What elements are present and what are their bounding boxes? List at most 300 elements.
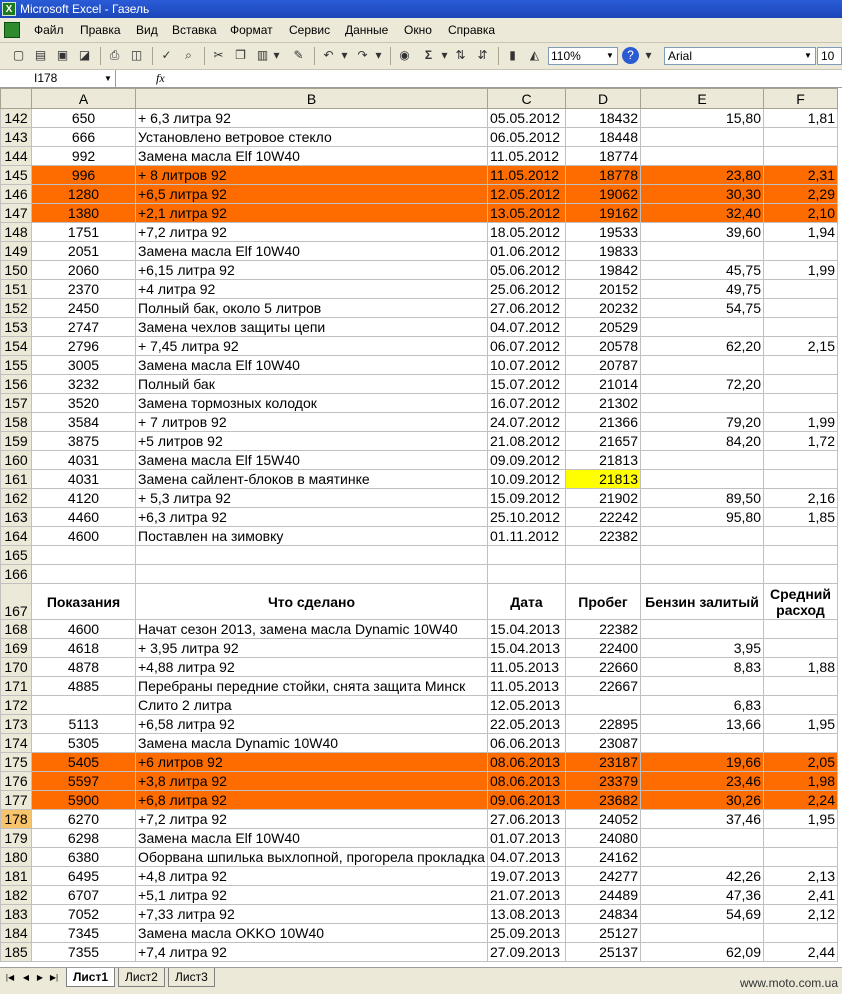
cell-e[interactable]: 49,75 — [641, 280, 764, 299]
row-header[interactable]: 146 — [1, 185, 32, 204]
cell-c[interactable]: 09.06.2013 — [488, 791, 566, 810]
row-header[interactable]: 145 — [1, 166, 32, 185]
cell-e[interactable] — [641, 147, 764, 166]
cell-c[interactable] — [488, 565, 566, 584]
cell-f[interactable] — [764, 546, 838, 565]
paste-icon[interactable]: ▥ — [256, 48, 269, 62]
cell-c[interactable]: 06.07.2012 — [488, 337, 566, 356]
cell-a[interactable] — [32, 696, 136, 715]
cell-c[interactable]: 22.05.2013 — [488, 715, 566, 734]
row-header[interactable]: 154 — [1, 337, 32, 356]
cell-f[interactable]: 2,41 — [764, 886, 838, 905]
cell-e[interactable]: 30,26 — [641, 791, 764, 810]
sort-ascending-icon[interactable]: ⇅ — [455, 48, 466, 62]
cell-e[interactable]: 42,26 — [641, 867, 764, 886]
cell-c[interactable]: 27.06.2013 — [488, 810, 566, 829]
tab-sheet3[interactable]: Лист3 — [168, 968, 215, 987]
cell-b[interactable]: Замена чехлов защиты цепи — [136, 318, 488, 337]
row-header[interactable]: 153 — [1, 318, 32, 337]
cell-f[interactable] — [764, 147, 838, 166]
row-header[interactable]: 179 — [1, 829, 32, 848]
cell-f[interactable]: 1,95 — [764, 715, 838, 734]
font-size-dropdown[interactable] — [817, 47, 842, 65]
cell-a[interactable]: 7052 — [32, 905, 136, 924]
menu-file[interactable]: Файл — [34, 23, 64, 37]
cell-b[interactable]: +4,8 литра 92 — [136, 867, 488, 886]
cell-f[interactable] — [764, 356, 838, 375]
cell-a[interactable]: 4885 — [32, 677, 136, 696]
cell-a[interactable]: 3875 — [32, 432, 136, 451]
save-icon[interactable]: ▣ — [56, 48, 69, 62]
cell-c[interactable]: 04.07.2012 — [488, 318, 566, 337]
cell-f[interactable] — [764, 280, 838, 299]
cell-b[interactable]: +7,2 литра 92 — [136, 223, 488, 242]
cell-c[interactable]: 21.07.2013 — [488, 886, 566, 905]
row-header[interactable]: 167 — [1, 584, 32, 620]
cell-d[interactable]: 22242 — [566, 508, 641, 527]
cell-a[interactable]: 1280 — [32, 185, 136, 204]
cell-e[interactable]: 32,40 — [641, 204, 764, 223]
cell-d[interactable]: 23379 — [566, 772, 641, 791]
cell-d[interactable]: 20578 — [566, 337, 641, 356]
cell-a[interactable]: 3520 — [32, 394, 136, 413]
cell-b[interactable]: +6,15 литра 92 — [136, 261, 488, 280]
cell-d[interactable]: 19533 — [566, 223, 641, 242]
cell-a[interactable]: Показания — [32, 584, 136, 620]
row-header[interactable]: 148 — [1, 223, 32, 242]
cell-b[interactable]: +6,8 литра 92 — [136, 791, 488, 810]
cell-d[interactable]: 21302 — [566, 394, 641, 413]
cell-f[interactable]: 1,85 — [764, 508, 838, 527]
cell-b[interactable]: Замена масла Elf 10W40 — [136, 829, 488, 848]
chart-wizard-icon[interactable]: ▮ — [509, 48, 516, 62]
cell-d[interactable]: 21813 — [566, 451, 641, 470]
cell-c[interactable]: 11.05.2012 — [488, 147, 566, 166]
cell-e[interactable]: 45,75 — [641, 261, 764, 280]
select-all-corner[interactable] — [1, 89, 32, 109]
cell-d[interactable]: 21366 — [566, 413, 641, 432]
cell-f[interactable] — [764, 620, 838, 639]
cell-d[interactable]: 24052 — [566, 810, 641, 829]
font-name-dropdown[interactable] — [664, 47, 816, 65]
cell-b[interactable]: +2,1 литра 92 — [136, 204, 488, 223]
undo-icon[interactable]: ↶ — [323, 48, 334, 62]
cell-d[interactable]: 24162 — [566, 848, 641, 867]
cell-e[interactable]: 19,66 — [641, 753, 764, 772]
row-header[interactable]: 172 — [1, 696, 32, 715]
cell-c[interactable]: 27.06.2012 — [488, 299, 566, 318]
cell-f[interactable]: Средний расход — [764, 584, 838, 620]
cell-f[interactable]: 2,24 — [764, 791, 838, 810]
cell-c[interactable]: 19.07.2013 — [488, 867, 566, 886]
cell-a[interactable]: 3584 — [32, 413, 136, 432]
cell-a[interactable]: 3232 — [32, 375, 136, 394]
cell-e[interactable] — [641, 829, 764, 848]
cell-b[interactable] — [136, 565, 488, 584]
cell-b[interactable]: +4 литра 92 — [136, 280, 488, 299]
cell-f[interactable]: 1,72 — [764, 432, 838, 451]
tab-sheet1[interactable]: Лист1 — [66, 968, 115, 987]
row-header[interactable]: 175 — [1, 753, 32, 772]
cell-d[interactable]: 18448 — [566, 128, 641, 147]
cell-c[interactable]: 15.04.2013 — [488, 620, 566, 639]
cell-b[interactable]: +7,2 литра 92 — [136, 810, 488, 829]
row-header[interactable]: 181 — [1, 867, 32, 886]
cell-a[interactable]: 7345 — [32, 924, 136, 943]
sort-descending-icon[interactable]: ⇵ — [477, 48, 488, 62]
menu-tools[interactable]: Сервис — [289, 23, 331, 37]
cell-d[interactable]: 20787 — [566, 356, 641, 375]
cell-d[interactable] — [566, 546, 641, 565]
cell-b[interactable]: Замена масла Elf 10W40 — [136, 242, 488, 261]
cell-e[interactable]: 23,46 — [641, 772, 764, 791]
cell-e[interactable]: 47,36 — [641, 886, 764, 905]
cell-f[interactable]: 2,10 — [764, 204, 838, 223]
column-header-b[interactable]: B — [136, 89, 488, 109]
chevron-down-icon[interactable]: ▼ — [606, 51, 614, 60]
cell-f[interactable]: 2,44 — [764, 943, 838, 962]
cell-b[interactable]: Поставлен на зимовку — [136, 527, 488, 546]
cell-c[interactable]: 18.05.2012 — [488, 223, 566, 242]
cell-e[interactable] — [641, 356, 764, 375]
cell-d[interactable]: 22382 — [566, 620, 641, 639]
name-box[interactable] — [0, 70, 116, 87]
menu-format[interactable]: Формат — [230, 23, 273, 37]
cell-f[interactable] — [764, 451, 838, 470]
cell-f[interactable]: 2,12 — [764, 905, 838, 924]
cell-d[interactable]: 23682 — [566, 791, 641, 810]
cell-b[interactable]: Замена тормозных колодок — [136, 394, 488, 413]
cell-c[interactable]: 25.10.2012 — [488, 508, 566, 527]
cell-a[interactable]: 2060 — [32, 261, 136, 280]
redo-dropdown-icon[interactable]: ▾ — [375, 48, 382, 62]
cell-d[interactable]: 21657 — [566, 432, 641, 451]
cell-a[interactable]: 3005 — [32, 356, 136, 375]
cell-c[interactable]: 10.09.2012 — [488, 470, 566, 489]
cell-b[interactable]: + 7,45 литра 92 — [136, 337, 488, 356]
cell-f[interactable] — [764, 848, 838, 867]
cell-f[interactable] — [764, 242, 838, 261]
spelling-icon[interactable]: ✓ — [161, 48, 172, 62]
hyperlink-icon[interactable]: ◉ — [399, 48, 410, 62]
cell-f[interactable] — [764, 829, 838, 848]
cell-e[interactable] — [641, 848, 764, 867]
cell-e[interactable]: 39,60 — [641, 223, 764, 242]
cell-c[interactable]: 08.06.2013 — [488, 772, 566, 791]
cell-d[interactable]: 18774 — [566, 147, 641, 166]
cell-d[interactable]: 21014 — [566, 375, 641, 394]
workbook-icon[interactable] — [4, 22, 20, 38]
cell-d[interactable]: 19833 — [566, 242, 641, 261]
cell-c[interactable]: 12.05.2013 — [488, 696, 566, 715]
cell-e[interactable]: 54,75 — [641, 299, 764, 318]
row-header[interactable]: 160 — [1, 451, 32, 470]
cell-a[interactable] — [32, 546, 136, 565]
cell-e[interactable] — [641, 924, 764, 943]
cell-f[interactable] — [764, 318, 838, 337]
cell-f[interactable]: 2,15 — [764, 337, 838, 356]
cell-c[interactable]: 11.05.2013 — [488, 658, 566, 677]
cell-b[interactable]: +6,58 литра 92 — [136, 715, 488, 734]
cell-d[interactable]: 24080 — [566, 829, 641, 848]
cell-f[interactable]: 2,05 — [764, 753, 838, 772]
cell-d[interactable]: 21813 — [566, 470, 641, 489]
row-header[interactable]: 147 — [1, 204, 32, 223]
row-header[interactable]: 184 — [1, 924, 32, 943]
cell-f[interactable] — [764, 924, 838, 943]
cell-b[interactable]: + 3,95 литра 92 — [136, 639, 488, 658]
help-icon[interactable]: ? — [622, 47, 639, 64]
column-header-d[interactable]: D — [566, 89, 641, 109]
cell-e[interactable]: 62,20 — [641, 337, 764, 356]
menu-view[interactable]: Вид — [136, 23, 158, 37]
cell-b[interactable]: +4,88 литра 92 — [136, 658, 488, 677]
cell-a[interactable]: 4031 — [32, 470, 136, 489]
cell-c[interactable]: 04.07.2013 — [488, 848, 566, 867]
cell-b[interactable]: + 6,3 литра 92 — [136, 109, 488, 128]
cell-d[interactable]: 19062 — [566, 185, 641, 204]
cell-c[interactable]: 25.09.2013 — [488, 924, 566, 943]
cell-b[interactable]: + 8 литров 92 — [136, 166, 488, 185]
cell-c[interactable]: 01.06.2012 — [488, 242, 566, 261]
cell-a[interactable]: 2796 — [32, 337, 136, 356]
column-header-c[interactable]: C — [488, 89, 566, 109]
cell-e[interactable]: 8,83 — [641, 658, 764, 677]
cell-b[interactable]: + 7 литров 92 — [136, 413, 488, 432]
cell-a[interactable]: 4031 — [32, 451, 136, 470]
cell-b[interactable]: +6,3 литра 92 — [136, 508, 488, 527]
cell-e[interactable] — [641, 620, 764, 639]
cell-f[interactable] — [764, 565, 838, 584]
cell-e[interactable]: 54,69 — [641, 905, 764, 924]
cell-e[interactable]: 6,83 — [641, 696, 764, 715]
cell-b[interactable]: Оборвана шпилька выхлопной, прогорела прокладка — [136, 848, 488, 867]
cell-e[interactable]: 13,66 — [641, 715, 764, 734]
cell-a[interactable]: 6298 — [32, 829, 136, 848]
row-header[interactable]: 144 — [1, 147, 32, 166]
row-header[interactable]: 163 — [1, 508, 32, 527]
row-header[interactable]: 142 — [1, 109, 32, 128]
previous-sheet-icon[interactable]: ◀ — [22, 973, 30, 982]
cell-f[interactable]: 1,98 — [764, 772, 838, 791]
cell-d[interactable]: 25127 — [566, 924, 641, 943]
row-header[interactable]: 149 — [1, 242, 32, 261]
cell-c[interactable]: 25.06.2012 — [488, 280, 566, 299]
menu-help[interactable]: Справка — [448, 23, 496, 37]
cell-b[interactable]: Замена сайлент-блоков в маятинке — [136, 470, 488, 489]
row-header[interactable]: 155 — [1, 356, 32, 375]
cell-a[interactable]: 4600 — [32, 620, 136, 639]
cell-b[interactable]: Замена масла OKKO 10W40 — [136, 924, 488, 943]
cell-d[interactable]: 24489 — [566, 886, 641, 905]
first-sheet-icon[interactable]: |◀ — [5, 973, 15, 982]
cell-b[interactable]: Замена масла Elf 10W40 — [136, 147, 488, 166]
cell-a[interactable]: 5305 — [32, 734, 136, 753]
cell-f[interactable]: 2,16 — [764, 489, 838, 508]
cell-d[interactable]: 22895 — [566, 715, 641, 734]
cell-d[interactable]: 20232 — [566, 299, 641, 318]
chevron-down-icon[interactable]: ▼ — [804, 51, 812, 60]
cell-b[interactable]: Замена масла Elf 15W40 — [136, 451, 488, 470]
row-header[interactable]: 170 — [1, 658, 32, 677]
cell-f[interactable] — [764, 128, 838, 147]
cell-f[interactable]: 1,81 — [764, 109, 838, 128]
cell-d[interactable]: 21902 — [566, 489, 641, 508]
row-header[interactable]: 161 — [1, 470, 32, 489]
cell-f[interactable] — [764, 394, 838, 413]
cell-c[interactable]: 11.05.2013 — [488, 677, 566, 696]
cell-d[interactable]: 18778 — [566, 166, 641, 185]
cell-c[interactable]: 01.07.2013 — [488, 829, 566, 848]
cell-a[interactable]: 992 — [32, 147, 136, 166]
cell-c[interactable]: 10.07.2012 — [488, 356, 566, 375]
cell-c[interactable]: 01.11.2012 — [488, 527, 566, 546]
cell-c[interactable]: 16.07.2012 — [488, 394, 566, 413]
cell-f[interactable] — [764, 375, 838, 394]
cell-a[interactable]: 6495 — [32, 867, 136, 886]
row-header[interactable]: 150 — [1, 261, 32, 280]
menu-insert[interactable]: Вставка — [172, 23, 217, 37]
cell-c[interactable]: 11.05.2012 — [488, 166, 566, 185]
cell-a[interactable]: 6380 — [32, 848, 136, 867]
cell-e[interactable] — [641, 242, 764, 261]
drawing-icon[interactable]: ◭ — [529, 48, 540, 62]
cell-d[interactable]: 20152 — [566, 280, 641, 299]
cell-f[interactable] — [764, 470, 838, 489]
cell-e[interactable] — [641, 527, 764, 546]
cell-b[interactable]: + 5,3 литра 92 — [136, 489, 488, 508]
cell-c[interactable]: 13.08.2013 — [488, 905, 566, 924]
cell-f[interactable] — [764, 639, 838, 658]
cell-e[interactable] — [641, 451, 764, 470]
row-header[interactable]: 156 — [1, 375, 32, 394]
cell-d[interactable]: 24277 — [566, 867, 641, 886]
cell-a[interactable]: 2450 — [32, 299, 136, 318]
cell-d[interactable]: 22400 — [566, 639, 641, 658]
print-preview-icon[interactable]: ◫ — [130, 48, 143, 62]
cell-e[interactable] — [641, 677, 764, 696]
row-header[interactable]: 162 — [1, 489, 32, 508]
zoom-dropdown[interactable] — [548, 47, 618, 65]
row-header[interactable]: 178 — [1, 810, 32, 829]
cell-b[interactable]: +5 литров 92 — [136, 432, 488, 451]
cell-d[interactable]: Пробег — [566, 584, 641, 620]
cell-c[interactable]: 15.07.2012 — [488, 375, 566, 394]
cell-d[interactable] — [566, 565, 641, 584]
cell-a[interactable]: 5113 — [32, 715, 136, 734]
cell-a[interactable]: 7355 — [32, 943, 136, 962]
cell-b[interactable]: +6,5 литра 92 — [136, 185, 488, 204]
cell-a[interactable]: 6270 — [32, 810, 136, 829]
cell-d[interactable]: 24834 — [566, 905, 641, 924]
cell-d[interactable] — [566, 696, 641, 715]
row-header[interactable]: 176 — [1, 772, 32, 791]
autosum-icon[interactable]: Σ — [424, 48, 433, 62]
cell-d[interactable]: 25137 — [566, 943, 641, 962]
cell-d[interactable]: 22660 — [566, 658, 641, 677]
autosum-dropdown-icon[interactable]: ▾ — [441, 48, 448, 62]
format-painter-icon[interactable]: ✎ — [293, 48, 304, 62]
column-header-e[interactable]: E — [641, 89, 764, 109]
cell-d[interactable]: 23187 — [566, 753, 641, 772]
research-icon[interactable]: ⌕ — [185, 48, 192, 62]
row-header[interactable]: 182 — [1, 886, 32, 905]
next-sheet-icon[interactable]: ▶ — [36, 973, 44, 982]
row-header[interactable]: 152 — [1, 299, 32, 318]
cell-e[interactable]: 3,95 — [641, 639, 764, 658]
cell-f[interactable]: 1,95 — [764, 810, 838, 829]
cell-c[interactable]: 13.05.2012 — [488, 204, 566, 223]
cell-c[interactable]: 09.09.2012 — [488, 451, 566, 470]
cell-a[interactable]: 1751 — [32, 223, 136, 242]
row-header[interactable]: 177 — [1, 791, 32, 810]
cell-e[interactable]: 79,20 — [641, 413, 764, 432]
cell-c[interactable]: 05.06.2012 — [488, 261, 566, 280]
cell-d[interactable]: 19162 — [566, 204, 641, 223]
cell-b[interactable]: +6 литров 92 — [136, 753, 488, 772]
last-sheet-icon[interactable]: ▶| — [49, 973, 59, 982]
cell-f[interactable]: 1,94 — [764, 223, 838, 242]
cell-f[interactable]: 2,13 — [764, 867, 838, 886]
cell-b[interactable]: Начат сезон 2013, замена масла Dynamic 10W40 — [136, 620, 488, 639]
cell-a[interactable]: 6707 — [32, 886, 136, 905]
cell-f[interactable]: 1,99 — [764, 261, 838, 280]
cell-e[interactable]: 30,30 — [641, 185, 764, 204]
cell-e[interactable]: 72,20 — [641, 375, 764, 394]
cell-a[interactable] — [32, 565, 136, 584]
row-header[interactable]: 180 — [1, 848, 32, 867]
cell-a[interactable]: 4460 — [32, 508, 136, 527]
cell-c[interactable]: 05.05.2012 — [488, 109, 566, 128]
column-header-f[interactable]: F — [764, 89, 838, 109]
cell-e[interactable] — [641, 128, 764, 147]
row-header[interactable]: 183 — [1, 905, 32, 924]
cell-a[interactable]: 4878 — [32, 658, 136, 677]
cell-c[interactable]: 12.05.2012 — [488, 185, 566, 204]
row-header[interactable]: 158 — [1, 413, 32, 432]
cell-b[interactable]: +7,33 литра 92 — [136, 905, 488, 924]
row-header[interactable]: 168 — [1, 620, 32, 639]
cell-e[interactable]: 15,80 — [641, 109, 764, 128]
cell-b[interactable]: Полный бак — [136, 375, 488, 394]
cell-a[interactable]: 4600 — [32, 527, 136, 546]
cell-e[interactable] — [641, 470, 764, 489]
cell-e[interactable] — [641, 565, 764, 584]
new-document-icon[interactable]: ▢ — [12, 48, 25, 62]
cell-c[interactable]: 06.06.2013 — [488, 734, 566, 753]
row-header[interactable]: 171 — [1, 677, 32, 696]
cell-c[interactable]: 08.06.2013 — [488, 753, 566, 772]
cell-f[interactable]: 2,31 — [764, 166, 838, 185]
menu-edit[interactable]: Правка — [80, 23, 121, 37]
cell-a[interactable]: 5597 — [32, 772, 136, 791]
cell-b[interactable]: +7,4 литра 92 — [136, 943, 488, 962]
cell-a[interactable]: 650 — [32, 109, 136, 128]
menu-window[interactable]: Окно — [404, 23, 432, 37]
row-header[interactable]: 169 — [1, 639, 32, 658]
print-icon[interactable]: ⎙ — [109, 48, 120, 62]
chevron-down-icon[interactable]: ▼ — [104, 74, 112, 83]
cell-f[interactable]: 1,88 — [764, 658, 838, 677]
cell-f[interactable] — [764, 677, 838, 696]
row-header[interactable]: 174 — [1, 734, 32, 753]
row-header[interactable]: 166 — [1, 565, 32, 584]
cell-b[interactable]: Замена масла Dynamic 10W40 — [136, 734, 488, 753]
cell-e[interactable] — [641, 394, 764, 413]
cell-c[interactable]: 15.09.2012 — [488, 489, 566, 508]
cell-f[interactable] — [764, 696, 838, 715]
cell-a[interactable]: 4618 — [32, 639, 136, 658]
